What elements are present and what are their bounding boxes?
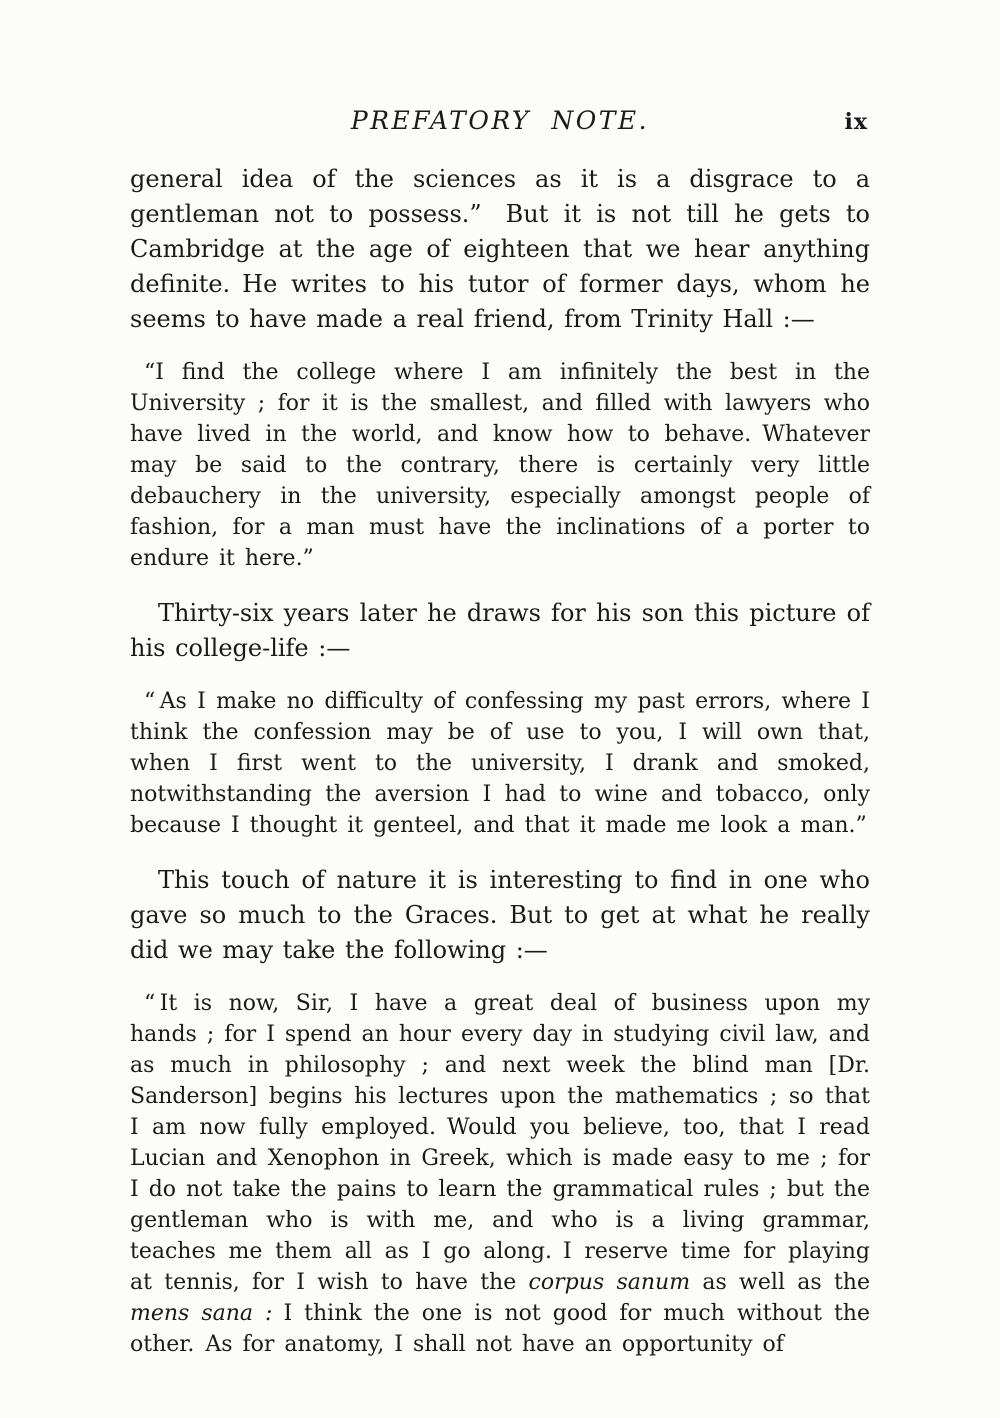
paragraph-5: This touch of nature it is interesting to find in one who gave so much to the Graces. But to get at what he really did we may take the following :— <box>130 866 870 964</box>
page-number: ix <box>844 109 868 135</box>
italic-phrase: mens sana : <box>130 1301 273 1326</box>
paragraph-1: general idea of the sciences as it is a disgrace to a gentleman not to possess.” But it is not till he gets to Cambridge at the age of eighteen that we hear anything definite. He writes to his tutor of former days, whom he seems to have made a real friend, from Trinity Hall :— <box>130 165 870 333</box>
paragraph-3: Thirty-six years later he draws for his son this picture of his college-life :— <box>130 599 870 662</box>
page-body <box>130 162 870 1382</box>
running-title: PREFATORY NOTE. <box>350 106 650 135</box>
quoted-paragraph-6: “ It is now, Sir, I have a great deal of business upon my hands ; for I spend an hour every day in studying civil law, and as much in philosophy ; and next week the blind man [Dr. Sanderson] begins his lectures upon the mathematics ; so that I am now fully employed. Would you believe, too, that I read Lucian and Xenophon in Greek, which is made easy to me ; for I do not take the pains to learn the grammatical rules ; but the gentleman who is with me, and who is a living grammar, teaches me them all as I go along. I reserve time for playing at tennis, for I wish to have the corpus sanum as well as the mens sana : I think the one is not good for much without the other. As for anatomy, I shall not have an opportunity of <box>130 991 870 1357</box>
italic-phrase: corpus sanum <box>528 1270 691 1295</box>
quoted-paragraph-2: “I find the college where I am infinitely the best in the University ; for it is the smallest, and filled with lawyers who have lived in the world, and know how to behave. Whatever may be said to the contrary, there is certainly very little debauchery in the university, especially amongst people of fashion, for a man must have the inclinations of a porter to endure it here.” <box>130 360 870 571</box>
page-header <box>130 106 870 142</box>
quoted-paragraph-4: “ As I make no difficulty of confessing my past errors, where I think the confession may be of use to you, I will own that, when I first went to the university, I drank and smoked, notwithstanding the aversion I had to wine and tobacco, only because I thought it genteel, and that it made me look a man.” <box>130 689 870 838</box>
